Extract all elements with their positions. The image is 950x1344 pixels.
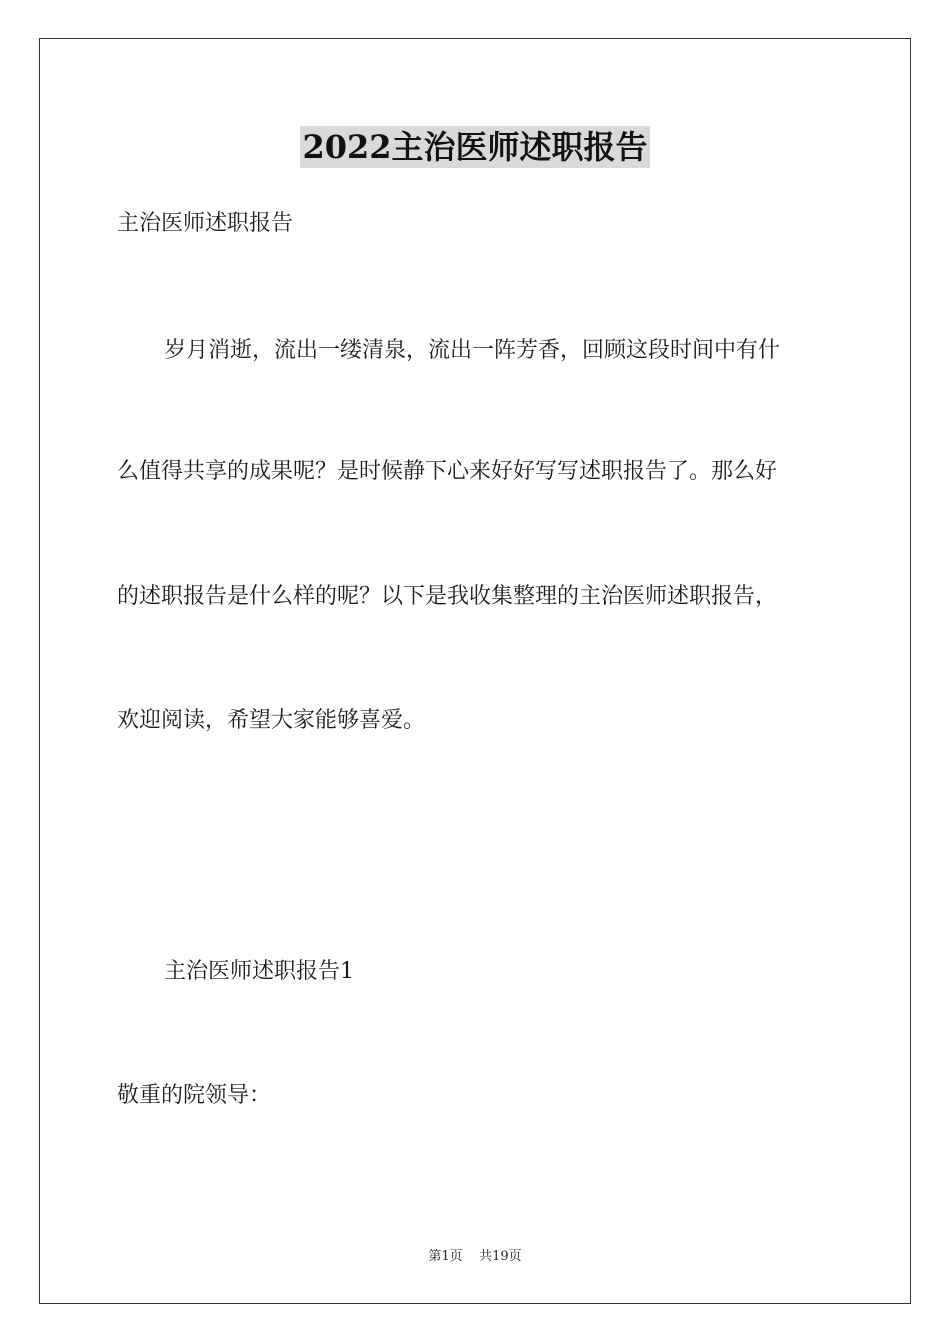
salutation: 敬重的院领导：: [117, 1083, 272, 1108]
page-footer: [0, 1248, 950, 1266]
paragraph-line: 欢迎阅读，希望大家能够喜爱。: [117, 708, 426, 733]
paragraph-line: 么值得共享的成果呢？是时候静下心来好好写写述职报告了。那么好: [117, 459, 778, 484]
document-title: 2022主治医师述职报告: [302, 128, 648, 166]
page-total: 共19页: [479, 1249, 522, 1264]
title-container: [0, 126, 950, 168]
paragraph-line: 岁月消逝，流出一缕清泉，流出一阵芳香，回顾这段时间中有什: [164, 338, 781, 363]
paragraph-line: 的述职报告是什么样的呢？以下是我收集整理的主治医师述职报告，: [117, 584, 778, 609]
document-subtitle: 主治医师述职报告: [117, 211, 294, 236]
section-heading: 主治医师述职报告1: [164, 959, 354, 984]
page-number: 第1页: [428, 1249, 463, 1264]
